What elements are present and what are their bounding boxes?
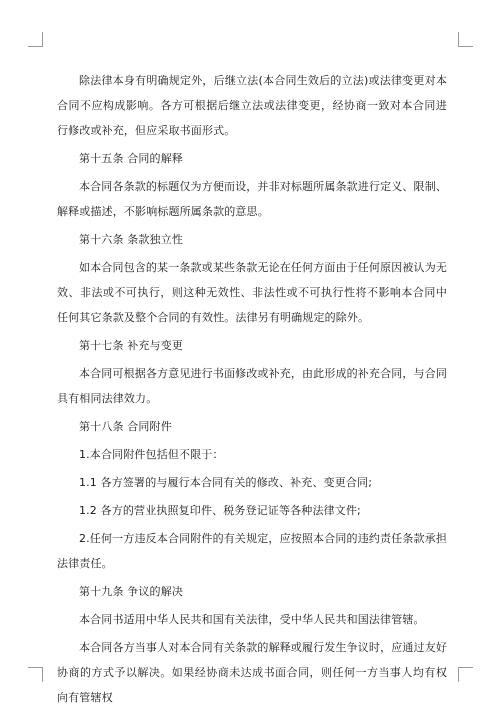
document-body xyxy=(57,68,447,713)
article-17-heading: 第十七条 补充与变更 xyxy=(79,339,183,352)
article-15-heading: 第十五条 合同的解释 xyxy=(79,152,183,165)
corner-mark-bottom-right xyxy=(458,667,473,682)
article-19-heading: 第十九条 争议的解决 xyxy=(79,585,183,598)
paragraph-annex-1-1: 1.1 各方签署的与履行本合同有关的修改、补充、变更合同; xyxy=(79,476,373,489)
paragraph-annex-2: 2.任何一方违反本合同附件的有关规定，应按照本合同的违约责任条款承担法律责任。 xyxy=(57,532,447,570)
corner-mark-top-right xyxy=(458,32,473,47)
paragraph-governing-law: 本合同书适用中华人民共和国有关法律，受中华人民共和国法律管辖。 xyxy=(79,613,425,626)
paragraph-interpretation: 本合同各条款的标题仅为方便而设，并非对标题所属条款进行定义、限制、解释或描述，不影响标题所属条款的意思。 xyxy=(57,180,447,218)
article-18-heading: 第十八条 合同附件 xyxy=(79,420,172,433)
paragraph-amendment: 本合同可根据各方意见进行书面修改或补充，由此形成的补充合同，与合同具有相同法律效力。 xyxy=(57,367,447,405)
paragraph-dispute-resolution: 本合同各方当事人对本合同有关条款的解释或履行发生争议时，应通过友好协商的方式予以解决。如果经协商未达成书面合同，则任何一方当事人均有权向有管辖权 xyxy=(57,641,447,704)
corner-mark-bottom-left xyxy=(28,667,43,682)
paragraph-annex-1-2: 1.2 各方的营业执照复印件、税务登记证等各种法律文件; xyxy=(79,504,361,517)
paragraph-severability: 如本合同包含的某一条款或某些条款无论在任何方面由于任何原因被认为无效、非法或不可执行，则这种无效性、非法性或不可执行性将不影响本合同中任何其它条款及整个合同的有效性。法律另有明确规定的除外。 xyxy=(57,261,447,324)
corner-mark-top-left xyxy=(28,32,43,47)
paragraph-legislation-change: 除法律本身有明确规定外，后继立法(本合同生效后的立法)或法律变更对本合同不应构成影响。各方可根据后继立法或法律变更，经协商一致对本合同进行修改或补充，但应采取书面形式。 xyxy=(57,74,447,137)
paragraph-annex-intro: 1.本合同附件包括但不限于： xyxy=(79,448,224,461)
article-16-heading: 第十六条 条款独立性 xyxy=(79,233,183,246)
